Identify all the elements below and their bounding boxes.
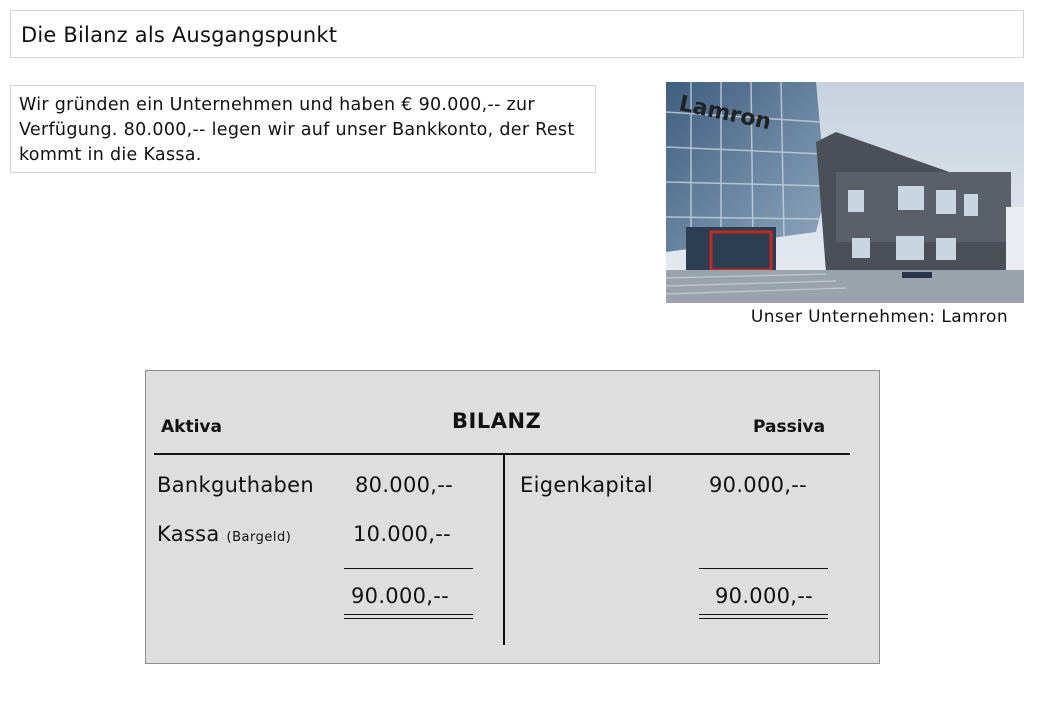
company-building-photo (666, 82, 1024, 303)
photo-caption: Unser Unternehmen: Lamron (750, 307, 1008, 327)
aktiva-label: Aktiva (161, 417, 222, 437)
passiva-double-rule-top (699, 614, 828, 615)
aktiva-item-label (157, 522, 291, 546)
passiva-item-label: Eigenkapital (520, 473, 654, 497)
page-title: Die Bilanz als Ausgangspunkt (10, 10, 1024, 58)
t-account-vertical-line (503, 453, 505, 645)
aktiva-item-note: (Bargeld) (226, 530, 292, 545)
intro-text: Wir gründen ein Unternehmen und haben € 90.000,-- zur Verfügung. 80.000,-- legen wir auf unser Bankkonto, der Rest kommt in die Kassa. (10, 85, 596, 173)
passiva-total: 90.000,-- (715, 584, 814, 608)
aktiva-item-label-text: Kassa (157, 522, 220, 546)
aktiva-item-value: 10.000,-- (353, 522, 452, 546)
passiva-label: Passiva (753, 417, 826, 437)
building-sign: Lamron (676, 91, 774, 136)
bilanz-t-account (145, 370, 880, 664)
passiva-sum-rule (699, 568, 828, 569)
aktiva-double-rule-top (344, 614, 473, 615)
aktiva-item-value: 80.000,-- (355, 473, 454, 497)
passiva-double-rule-bottom (699, 618, 828, 619)
t-account-horizontal-line (154, 453, 850, 455)
aktiva-sum-rule (344, 568, 473, 569)
aktiva-item-label: Bankguthaben (157, 473, 314, 497)
aktiva-total: 90.000,-- (351, 584, 450, 608)
aktiva-double-rule-bottom (344, 618, 473, 619)
passiva-item-value: 90.000,-- (709, 473, 808, 497)
bilanz-title: BILANZ (452, 409, 542, 433)
